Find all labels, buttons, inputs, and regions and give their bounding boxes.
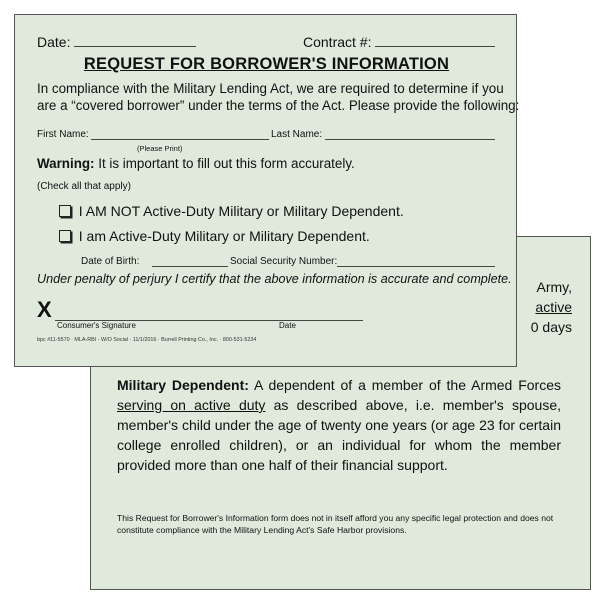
please-print-note: (Please Print) [137, 144, 183, 153]
certification-statement: Under penalty of perjury I certify that the above information is accurate and complete. [37, 272, 512, 286]
ssn-field[interactable] [337, 266, 495, 267]
option-not-military[interactable] [59, 203, 404, 219]
dependent-intro: A dependent of a member of the Armed Forces [248, 377, 562, 393]
option-label: I AM NOT Active-Duty Military or Military Dependent. [78, 203, 404, 219]
dob-label: Date of Birth: [81, 256, 140, 267]
option-label: I am Active-Duty Military or Military Dependent. [78, 228, 370, 244]
dependent-underlined: serving on active duty [117, 397, 266, 413]
partial-text-line-1: Army, [536, 279, 572, 295]
first-name-field[interactable] [91, 139, 269, 140]
front-card [14, 14, 520, 367]
signature-date-label: Date [279, 321, 296, 330]
printer-footer: bpc #11-5570 · MLA-RBI - W/O Social · 11/1/2016 · Burrell Printing Co., Inc. · 800-531-5234 [37, 337, 257, 343]
disclaimer: This Request for Borrower's Information form does not in itself afford you any specific legal protection and does not constitute compliance with the Military Lending Act's Safe Harbor provisions. [117, 513, 554, 535]
signature-label: Consumer's Signature [57, 321, 136, 330]
check-note: (Check all that apply) [37, 181, 131, 192]
intro-line-2: are a “covered borrower” under the terms of the Act. Please provide the following: [37, 98, 520, 113]
option-military[interactable] [59, 228, 370, 244]
ssn-label: Social Security Number: [230, 256, 338, 267]
last-name-label: Last Name: [271, 129, 323, 140]
contract-field[interactable] [375, 46, 495, 47]
date-field[interactable] [74, 46, 196, 47]
dob-field[interactable] [152, 266, 228, 267]
warning-text [37, 156, 355, 171]
military-dependent-definition [117, 375, 561, 475]
date-label: Date: [37, 34, 71, 50]
partial-text-line-2: active [535, 299, 572, 315]
warning-message: It is important to fill out this form accurately. [94, 156, 355, 171]
first-name-label: First Name: [37, 129, 89, 140]
partial-text-line-3: 0 days [530, 319, 572, 335]
contract-label: Contract #: [303, 34, 372, 50]
signature-x-mark: X [37, 297, 52, 322]
form-title: REQUEST FOR BORROWER'S INFORMATION [83, 55, 450, 73]
intro-line-1: In compliance with the Military Lending Act, we are required to determine if you [37, 81, 504, 96]
checkbox[interactable] [59, 205, 71, 217]
checkbox[interactable] [59, 230, 71, 242]
military-dependent-heading: Military Dependent: [117, 377, 249, 393]
dependent-rest: as described above, i.e. member's spouse, member's child under the age of twenty one years (or age 23 for certain college enrolled children), or an individual for whom the member provided more than one half of their financial support. [117, 397, 561, 473]
last-name-field[interactable] [325, 139, 495, 140]
warning-label: Warning: [37, 156, 95, 171]
